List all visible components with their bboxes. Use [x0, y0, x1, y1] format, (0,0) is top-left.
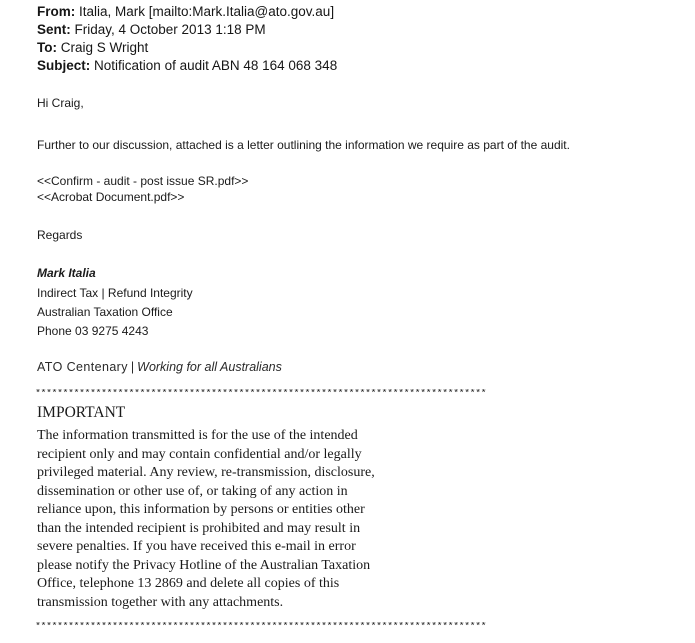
disclaimer-line: Office, telephone 13 2869 and delete all copies of this	[37, 576, 340, 591]
body-paragraph: Further to our discussion, attached is a letter outlining the information we require as part of the audit.	[37, 138, 570, 152]
from-value: Italia, Mark [mailto:Mark.Italia@ato.gov.au]	[79, 4, 335, 19]
disclaimer-line: recipient only and may contain confidential and/or legally	[37, 446, 362, 462]
subject-line	[37, 57, 337, 75]
closing: Regards	[37, 228, 83, 242]
disclaimer-title: IMPORTANT	[37, 404, 126, 421]
to-label: To:	[37, 40, 57, 55]
from-label: From:	[37, 4, 76, 19]
to-line	[37, 39, 148, 57]
from-line	[37, 3, 334, 21]
sent-line	[37, 21, 266, 39]
disclaimer-line: dissemination or other use of, or taking of any action in	[37, 483, 348, 499]
to-value: Craig S Wright	[60, 40, 149, 55]
centenary-separator: |	[130, 360, 135, 374]
disclaimer-line: reliance upon, this information by persons or entities other	[37, 502, 365, 517]
attachment-2: <<Acrobat Document.pdf>>	[37, 190, 185, 204]
disclaimer-line: severe penalties. If you have received this e-mail in error	[37, 539, 356, 554]
disclaimer-line: The information transmitted is for the use of the intended	[37, 428, 358, 443]
disclaimer-rule-bottom: **********************************************************************************	[35, 622, 487, 633]
disclaimer-line: please notify the Privacy Hotline of the Australian Taxation	[37, 557, 371, 573]
disclaimer-body	[37, 427, 375, 612]
centenary-tag: ATO Centenary	[37, 360, 128, 374]
sent-label: Sent:	[37, 22, 71, 37]
subject-value: Notification of audit ABN 48 164 068 348	[94, 58, 338, 73]
greeting: Hi Craig,	[37, 96, 84, 110]
subject-label: Subject:	[37, 58, 91, 73]
sent-value: Friday, 4 October 2013 1:18 PM	[74, 22, 266, 37]
signature-org: Australian Taxation Office	[37, 305, 173, 319]
centenary-slogan: Working for all Australians	[137, 360, 282, 374]
signature-name: Mark Italia	[37, 266, 96, 280]
attachment-1: <<Confirm - audit - post issue SR.pdf>>	[37, 174, 249, 188]
disclaimer-line: than the intended recipient is prohibited and may result in	[37, 520, 361, 536]
disclaimer-line: transmission together with any attachments.	[37, 594, 284, 610]
signature-phone: Phone 03 9275 4243	[37, 324, 149, 338]
ato-centenary-banner	[37, 360, 282, 374]
disclaimer-line: privileged material. Any review, re-transmission, disclosure,	[37, 465, 375, 480]
signature-role: Indirect Tax | Refund Integrity	[37, 286, 193, 300]
disclaimer-rule-top: **********************************************************************************	[35, 389, 487, 400]
